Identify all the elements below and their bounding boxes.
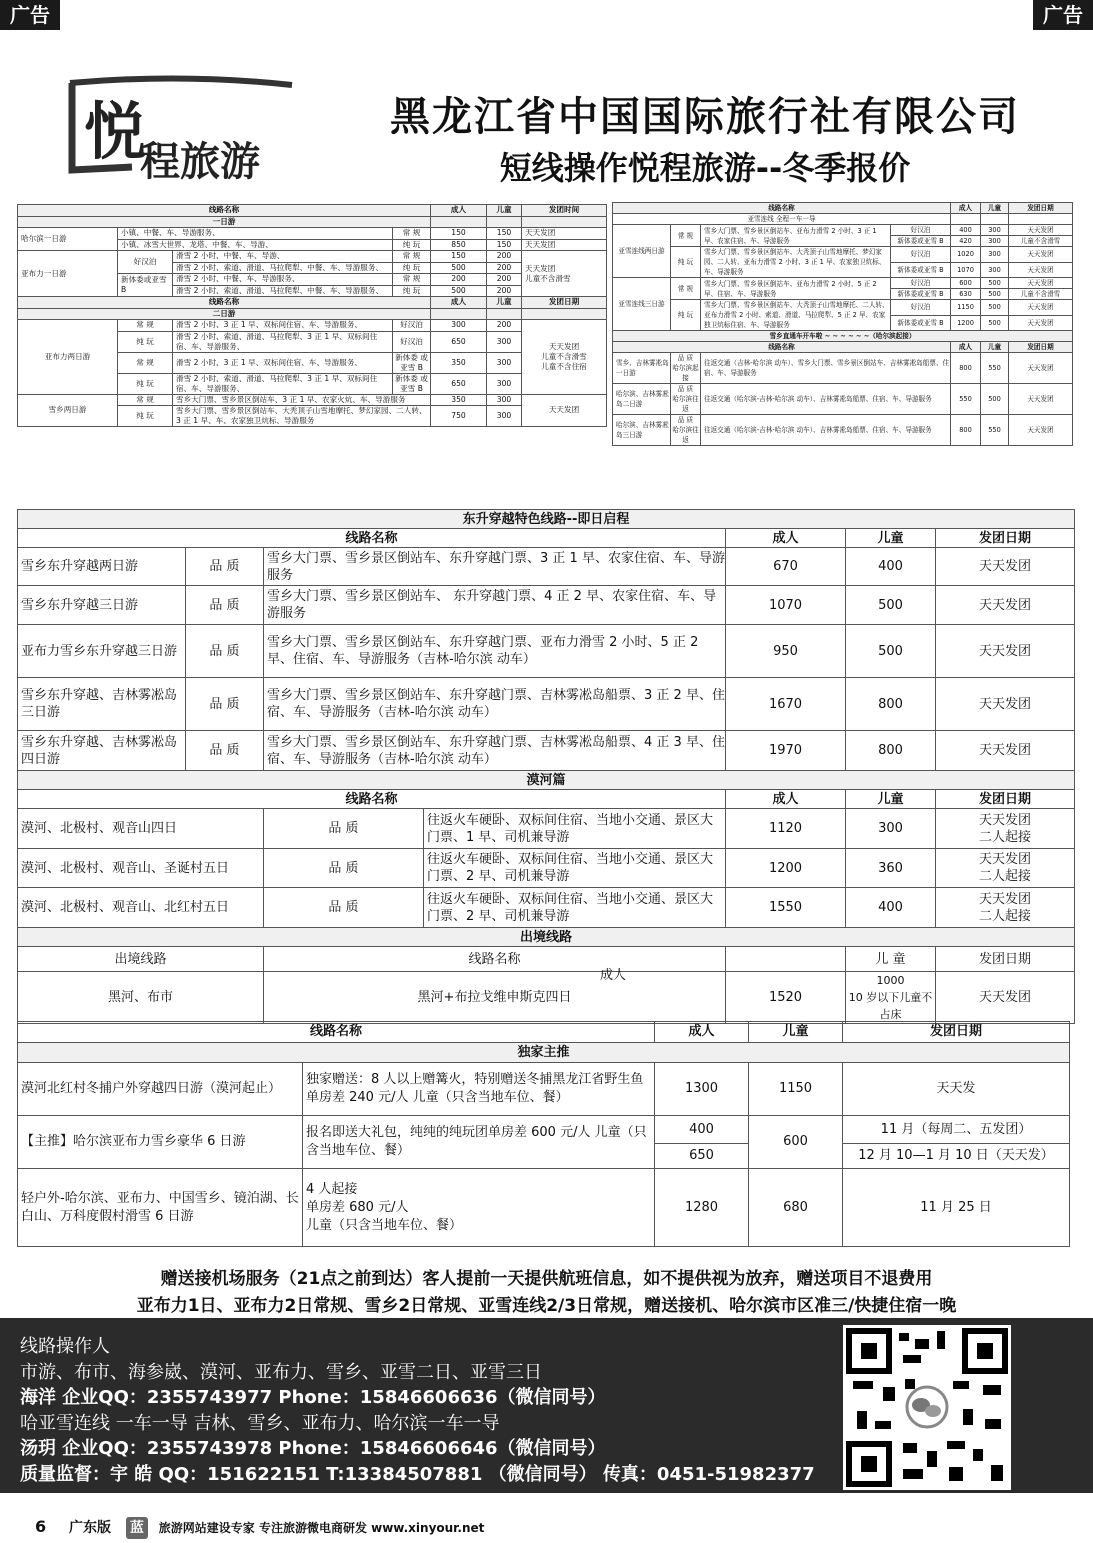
table-row: 亚雪连线三日游 常 规 雪乡大门票、雪乡景区倒站车、亚布力滑雪 2 小时、5 正 2 早、住宿、车、导游服务 好汉泊 600 500 天天发团 [613, 278, 1073, 289]
airport-banner: 赠送接机场服务（21点之前到达）客人提前一天提供航班信息，如不提供视为放弃，赠送项目不退费用 [160, 1269, 933, 1289]
table-row: 漠河、北极村、观音山、北红村五日 品 质 往返火车硬卧、双标间住宿、当地小交通、景区大门票、2 早、司机兼导游 1550 400 天天发团 二人起接 [18, 888, 1075, 928]
table-row: 纯 玩 雪乡大门票、雪乡景区倒站车、大秃顶子山雪地摩托、二人转、亚布力滑雪 2 小时、索道、滑道、马拉爬犁、5 正 2 早、农家独卫炕标住宿、车、导游服务 好汉泊 1150 500 天天发团 [613, 300, 1073, 316]
gift-banner: 亚布力1日、亚布力2日常规、雪乡2日常规、亚雪连线2/3日常规，赠送接机、哈尔滨市区准三/快捷住宿一晚 [136, 1296, 957, 1316]
footer-slogan: 旅游网站建设专家 专注旅游微电商研发 www.xinyour.net [158, 1521, 485, 1535]
table-row: 650 12 月 10—1 月 10 日（天天发） [18, 1144, 1070, 1169]
table-row: 雪乡东升穿越、吉林雾凇岛四日游 品 质 雪乡大门票、雪乡景区倒站车、东升穿越门票、吉林雾凇岛船票、4 正 3 早、住宿、车、导游服务（吉林-哈尔滨 动车） 1970 800 天天发团 [18, 731, 1075, 771]
operator-panel: 线路操作人 市游、布市、海参崴、漠河、亚布力、雪乡、亚雪二日、亚雪三日 海洋 企业QQ：2355743977 Phone：15846606636（微信同号） 哈亚雪连线 一车一导 吉林、雪乡、亚布力、哈尔滨一车一导 汤玥 企业QQ：2355743978 Phone：15846606646（微信同号） 质量监督：宇 皓 QQ：151622151 T:13384507881 （微信同号） 传真：0451-51982377 [0, 1318, 1093, 1493]
cj-title: 出境线路 [18, 928, 1075, 947]
table-row: 哈尔滨、吉林雾凇岛三日游 品 质 哈尔滨往返 往返交通（哈尔滨-吉林-哈尔滨 动车）、吉林雾凇岛船票、住宿、车、导游服务 800 550 天天发团 [613, 415, 1073, 446]
table-row: 纯 玩 滑雪 2 小时、索道、滑道、马拉爬犁、3 正 1 早、双标间住宿、车、导游服务、 新体委 或亚雪 B 650 300 [18, 373, 607, 394]
logo-char: 悦 [84, 95, 147, 168]
mohe-title: 漠河篇 [18, 771, 1075, 790]
table-row: 雪乡东升穿越、吉林雾凇岛三日游 品 质 雪乡大门票、雪乡景区倒站车、东升穿越门票、吉林雾凇岛船票、3 正 2 早、住宿、车、导游服务（吉林-哈尔滨 动车） 1670 800 天天发团 [18, 678, 1075, 731]
short-tour-table: 线路名称 成人 儿童 发团时间 一日游 哈尔滨一日游 小镇、中餐、车、导游服务、 常 规 150 150 天天发团 小镇、冰雪大世界、龙塔、中餐、车、导游、 纯 玩 850 150 天天发团 亚布力一日游 好汉泊 滑雪 2 小时、中餐、车、导游、 常 规 150 200 天天发团 儿童不含滑雪 滑雪 2 小时、索道、滑道、马拉爬犁、中餐、车、导游服务、 纯 玩 500 200 新体委或亚雪 B 滑雪 2 小时、中餐、车、导游服务、 常 规 200 200 滑雪 2 小时、索道、滑道、马拉爬犁、中餐、车、导游服务、 纯 玩 500 200 线路名称 成人 儿童 发团日期 二日游 亚布力两日游 常 规 滑雪 2 小时、3 正 1 早、双标间住宿、车、导游服务、 好汉泊 300 200 天天发团 儿童不含滑雪 儿童不含住宿 纯 玩 滑雪 2 小时、索道、滑道、马拉爬犁、3 正 1 早、双标间住宿、车、导游服务、 好汉泊 650 300 常 规 滑雪 2 小时、3 正 1 早、双标间住宿、车、导游服务、 新体委 或亚雪 B 350 300 纯 玩 滑雪 2 小时、索道、滑道、马拉爬犁、3 正 1 早、双标间住宿、车、导游服务、 新体委 或亚雪 B 650 300 雪乡两日游 常 规 雪乡大门票、雪乡景区倒站车、3 正 1 早、农家火炕、车、导游服务 350 300 天天发团 纯 玩 雪乡大门票、雪乡景区倒站车、大秃顶子山雪地摩托、梦幻家园、二人转、3 正 1 早、车、农家独卫炕标、导游服务 750 300 [17, 204, 607, 427]
table-row: 哈尔滨一日游 小镇、中餐、车、导游服务、 常 规 150 150 天天发团 [18, 228, 607, 240]
exclusive-table: 线路名称 成人 儿童 发团日期 独家主推 漠河北红村冬捕户外穿越四日游（漠河起止） 独家赠送：8 人以上赠篝火，特别赠送冬捕黑龙江省野生鱼单房差 240 元/人 儿童（只含当地车位、餐） 1300 1150 天天发 【主推】哈尔滨亚布力雪乡豪华 6 日游 报名即送大礼包，纯纯的纯玩团单房差 600 元/人 儿童（只含当地车位、餐） 400 600 11 月（每周二、五发团） 650 12 月 10—1 月 10 日（天天发） 轻户外-哈尔滨、亚布力、中国雪乡、镜泊湖、长白山、万科度假村滑雪 6 日游 4 人起接 单房差 680 元/人 儿童（只含当地车位、餐） 1280 680 11 月 25 日 [17, 1021, 1070, 1247]
page-subtitle: 短线操作悦程旅游--冬季报价 [499, 149, 911, 187]
yaxue-table: 线路名称 成人 儿童 发团日期 亚雪连线 全程一车一导 亚雪连线两日游 常 规 雪乡大门票、雪乡景区倒站车、亚布力滑雪 2 小时、3 正 1 早、农家住宿、车、导游服务 好汉泊 400 300 天天发团 新体委或亚雪 B 420 300 儿童不含滑雪 纯 玩 雪乡大门票、雪乡景区倒站车、大秃顶子山雪地摩托、梦幻家园、二人转、亚布力滑雪 2 小时、3 正 1 早、农家独卫炕标、车、导游服务 好汉泊 1020 300 天天发团 新体委或亚雪 B 1070 300 天天发团 亚雪连线三日游 常 规 雪乡大门票、雪乡景区倒站车、亚布力滑雪 2 小时、5 正 2 早、住宿、车、导游服务 好汉泊 600 500 天天发团 新体委或亚雪 B 630 500 儿童不含滑雪 纯 玩 雪乡大门票、雪乡景区倒站车、大秃顶子山雪地摩托、二人转、亚布力滑雪 2 小时、索道、滑道、马拉爬犁、5 正 2 早、农家独卫炕标住宿、车、导游服务 好汉泊 1150 500 天天发团 新体委或亚雪 B 1200 500 天天发团 雪乡直通车开车啦 ~ ~ ~ ~ ~ ~（哈尔滨起接） 线路名称 成人 儿童 发团日期 雪乡、吉林雾凇岛一日游 品 质 哈尔滨起接 往返交通（吉林-哈尔滨 动车）、雪乡大门票、雪乡景区倒站车、吉林雾凇岛船票、住宿、车、导游服务 800 550 天天发团 哈尔滨、吉林雾凇岛二日游 品 质 哈尔滨往返 往返交通（哈尔滨-吉林-哈尔滨 动车）、吉林雾凇岛船票、住宿、车、导游服务 550 500 天天发团 哈尔滨、吉林雾凇岛三日游 品 质 哈尔滨往返 往返交通（哈尔滨-吉林-哈尔滨 动车）、吉林雾凇岛船票、住宿、车、导游服务 800 550 天天发团 [612, 202, 1073, 446]
table-row: 新体委或亚雪 B 滑雪 2 小时、中餐、车、导游服务、 常 规 200 200 [18, 274, 607, 286]
table-row: 新体委或亚雪 B 1070 300 天天发团 [613, 262, 1073, 278]
main-route-table: 东升穿越特色线路--即日启程 线路名称 成人 儿童 发团日期 雪乡东升穿越两日游 品 质 雪乡大门票、雪乡景区倒站车、东升穿越门票、3 正 1 早、农家住宿、车、导游服务 670 400 天天发团 雪乡东升穿越三日游 品 质 雪乡大门票、雪乡景区倒站车、 东升穿越门票、4 正 2 早、农家住宿、车、导游服务 1070 500 天天发团 亚布力雪乡东升穿越三日游 品 质 雪乡大门票、雪乡景区倒站车、东升穿越门票、亚布力滑雪 2 小时、5 正 2 早、住宿、车、导游服务（吉林-哈尔滨 动车） 950 500 天天发团 雪乡东升穿越、吉林雾凇岛三日游 品 质 雪乡大门票、雪乡景区倒站车、东升穿越门票、吉林雾凇岛船票、3 正 2 早、住宿、车、导游服务（吉林-哈尔滨 动车） 1670 800 天天发团 雪乡东升穿越、吉林雾凇岛四日游 品 质 雪乡大门票、雪乡景区倒站车、东升穿越门票、吉林雾凇岛船票、4 正 3 早、住宿、车、导游服务（吉林-哈尔滨 动车） 1970 800 天天发团 漠河篇 线路名称 成人 儿童 发团日期 漠河、北极村、观音山四日 品 质 往返火车硬卧、双标间住宿、当地小交通、景区大门票、1 早、司机兼导游 1120 300 天天发团 二人起接 漠河、北极村、观音山、圣诞村五日 品 质 往返火车硬卧、双标间住宿、当地小交通、景区大门票、2 早、司机兼导游 1200 360 天天发团 二人起接 漠河、北极村、观音山、北红村五日 品 质 往返火车硬卧、双标间住宿、当地小交通、景区大门票、2 早、司机兼导游 1550 400 天天发团 二人起接 出境线路 出境线路 线路名称 儿 童 发团日期 黑河、布市 黑河+布拉戈维申斯克四日 1520 1000 10 岁以下儿童不占床 天天发团 [17, 509, 1075, 1024]
table-row: 常 规 滑雪 2 小时、3 正 1 早、双标间住宿、车、导游服务、 新体委 或亚雪 B 350 300 [18, 352, 607, 373]
table-row: 漠河北红村冬捕户外穿越四日游（漠河起止） 独家赠送：8 人以上赠篝火，特别赠送冬捕黑龙江省野生鱼单房差 240 元/人 儿童（只含当地车位、餐） 1300 1150 天天发 [18, 1063, 1070, 1116]
table-row: 轻户外-哈尔滨、亚布力、中国雪乡、镜泊湖、长白山、万科度假村滑雪 6 日游 4 人起接 单房差 680 元/人 儿童（只含当地车位、餐） 1280 680 11 月 25 日 [18, 1169, 1070, 1247]
table-row: 纯 玩 滑雪 2 小时、索道、滑道、马拉爬犁、3 正 1 早、双标间住宿、车、导游服务、 好汉泊 650 300 [18, 331, 607, 352]
table-row: 雪乡、吉林雾凇岛一日游 品 质 哈尔滨起接 往返交通（吉林-哈尔滨 动车）、雪乡大门票、雪乡景区倒站车、吉林雾凇岛船票、住宿、车、导游服务 800 550 天天发团 [613, 353, 1073, 384]
ad-label-right: 广告 [1033, 0, 1093, 30]
cj-adult-header: 成人 [600, 968, 627, 983]
table-row: 亚布力两日游 常 规 滑雪 2 小时、3 正 1 早、双标间住宿、车、导游服务、 好汉泊 300 200 天天发团 儿童不含滑雪 儿童不含住宿 [18, 320, 607, 332]
table-row: 新体委或亚雪 B 630 500 儿童不含滑雪 [613, 289, 1073, 300]
ad-label-left: 广告 [0, 0, 60, 30]
table-row: 滑雪 2 小时、索道、滑道、马拉爬犁、中餐、车、导游服务、 纯 玩 500 200 [18, 262, 607, 274]
table-row: 亚雪连线两日游 常 规 雪乡大门票、雪乡景区倒站车、亚布力滑雪 2 小时、3 正 1 早、农家住宿、车、导游服务 好汉泊 400 300 天天发团 [613, 225, 1073, 236]
table-row: 漠河、北极村、观音山、圣诞村五日 品 质 往返火车硬卧、双标间住宿、当地小交通、景区大门票、2 早、司机兼导游 1200 360 天天发团 二人起接 [18, 849, 1075, 888]
table-row: 纯 玩 雪乡大门票、雪乡景区倒站车、大秃顶子山雪地摩托、梦幻家园、二人转、亚布力滑雪 2 小时、3 正 1 早、农家独卫炕标、车、导游服务 好汉泊 1020 300 天天发团 [613, 247, 1073, 263]
page-footer [35, 1517, 484, 1539]
company-name: 黑龙江省中国国际旅行社有限公司 [390, 94, 1020, 140]
table-row: 新体委或亚雪 B 1200 500 天天发团 [613, 315, 1073, 331]
table-row: 亚布力一日游 好汉泊 滑雪 2 小时、中餐、车、导游、 常 规 150 200 天天发团 儿童不含滑雪 [18, 251, 607, 263]
table-row: 新体委或亚雪 B 420 300 儿童不含滑雪 [613, 236, 1073, 247]
edition-label: 广东版 [69, 1520, 112, 1536]
footer-logo-icon: 蓝 [126, 1517, 148, 1539]
table-row: 亚布力雪乡东升穿越三日游 品 质 雪乡大门票、雪乡景区倒站车、东升穿越门票、亚布力滑雪 2 小时、5 正 2 早、住宿、车、导游服务（吉林-哈尔滨 动车） 950 500 天天发团 [18, 625, 1075, 678]
dong-title: 东升穿越特色线路--即日启程 [18, 510, 1075, 529]
table-row: 滑雪 2 小时、索道、滑道、马拉爬犁、中餐、车、导游服务、 纯 玩 500 200 [18, 285, 607, 297]
table-row: 雪乡东升穿越两日游 品 质 雪乡大门票、雪乡景区倒站车、东升穿越门票、3 正 1 早、农家住宿、车、导游服务 670 400 天天发团 [18, 548, 1075, 586]
brand-logo [62, 75, 312, 190]
table-row: 纯 玩 雪乡大门票、雪乡景区倒站车、大秃顶子山雪地摩托、梦幻家园、二人转、3 正 1 早、车、农家独卫炕标、导游服务 750 300 [18, 406, 607, 427]
wechat-qr-code [843, 1325, 1011, 1490]
table-row: 雪乡两日游 常 规 雪乡大门票、雪乡景区倒站车、3 正 1 早、农家火炕、车、导游服务 350 300 天天发团 [18, 394, 607, 406]
table-header: 线路名称 成人 儿童 发团时间 [18, 205, 607, 217]
exclusive-title: 独家主推 [18, 1043, 1070, 1063]
table-row: 黑河、布市 黑河+布拉戈维申斯克四日 1520 1000 10 岁以下儿童不占床 天天发团 [18, 972, 1075, 1024]
table-row: 雪乡东升穿越三日游 品 质 雪乡大门票、雪乡景区倒站车、 东升穿越门票、4 正 2 早、农家住宿、车、导游服务 1070 500 天天发团 [18, 586, 1075, 625]
page-number: 6 [35, 1517, 47, 1536]
table-row: 漠河、北极村、观音山四日 品 质 往返火车硬卧、双标间住宿、当地小交通、景区大门票、1 早、司机兼导游 1120 300 天天发团 二人起接 [18, 809, 1075, 849]
table-row: 【主推】哈尔滨亚布力雪乡豪华 6 日游 报名即送大礼包，纯纯的纯玩团单房差 600 元/人 儿童（只含当地车位、餐） 400 600 11 月（每周二、五发团） [18, 1116, 1070, 1144]
table-row: 小镇、冰雪大世界、龙塔、中餐、车、导游、 纯 玩 850 150 天天发团 [18, 239, 607, 251]
logo-text: 程旅游 [140, 138, 260, 185]
table-row: 哈尔滨、吉林雾凇岛二日游 品 质 哈尔滨往返 往返交通（哈尔滨-吉林-哈尔滨 动车）、吉林雾凇岛船票、住宿、车、导游服务 550 500 天天发团 [613, 384, 1073, 415]
